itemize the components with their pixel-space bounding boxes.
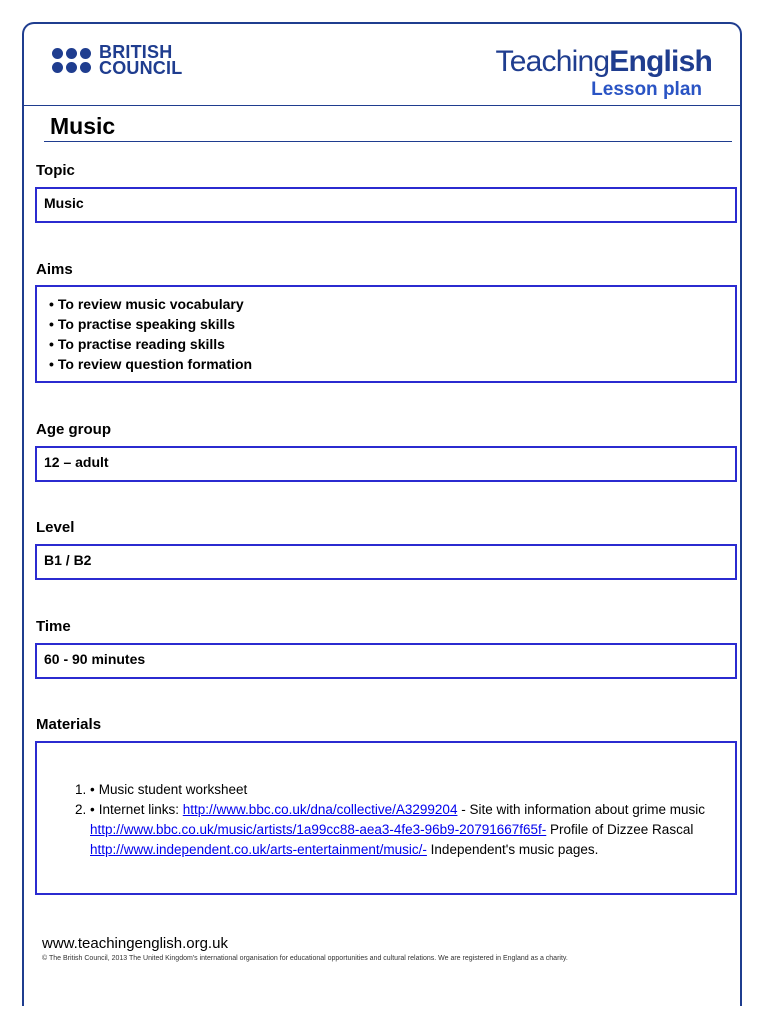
logo-text [99, 44, 182, 76]
link1-description: - Site with information about grime music [457, 802, 706, 817]
aim-item: • To review music vocabulary [49, 294, 728, 314]
brand-subtitle: Lesson plan [591, 79, 702, 100]
material-item [90, 800, 735, 860]
brand-title [496, 45, 712, 79]
topic-box [35, 187, 737, 223]
logo-line1: BRITISH [99, 42, 173, 62]
independent-music-link[interactable]: http://www.independent.co.uk/arts-entertainment/music/- [90, 842, 427, 857]
aim-item: • To review question formation [49, 354, 728, 374]
british-council-logo [52, 44, 182, 76]
aims-box [35, 285, 737, 383]
aim-item: • To practise speaking skills [49, 314, 728, 334]
level-value: B1 / B2 [44, 552, 92, 568]
brand-plain: Teaching [495, 45, 610, 78]
topic-label: Topic [36, 162, 75, 179]
time-value: 60 - 90 minutes [44, 651, 146, 667]
logo-line2: COUNCIL [99, 58, 183, 78]
header-divider [24, 105, 740, 106]
link3-description: Independent's music pages. [426, 842, 599, 857]
brand-bold: English [609, 45, 712, 78]
footer-url: www.teachingenglish.org.uk [42, 935, 228, 952]
aims-list [44, 294, 728, 374]
page-title: Music [50, 113, 116, 139]
grime-music-link[interactable]: http://www.bbc.co.uk/dna/collective/A3299204 [182, 802, 458, 817]
time-label: Time [36, 618, 71, 635]
link2-description: Profile of Dizzee Rascal [546, 822, 694, 837]
topic-value: Music [44, 195, 84, 211]
logo-dots-icon [52, 48, 91, 73]
age-group-value: 12 – adult [44, 454, 109, 470]
materials-box [35, 741, 737, 895]
level-box [35, 544, 737, 580]
material-item [90, 780, 735, 800]
footer-note: © The British Council, 2013 The United Kingdom's international organisation for educational opportunities and cultural relations. We are registered in England as a charity. [42, 955, 568, 962]
material-item2-prefix: Internet links: [98, 802, 183, 817]
teachingenglish-brand [496, 45, 712, 101]
age-group-label: Age group [36, 421, 111, 438]
age-group-box [35, 446, 737, 482]
material-item1-text: Music student worksheet [98, 782, 248, 797]
dizzee-rascal-link[interactable]: http://www.bbc.co.uk/music/artists/1a99cc88-aea3-4fe3-96b9-20791667f65f- [90, 822, 547, 837]
level-label: Level [36, 519, 75, 536]
aim-item: • To practise reading skills [49, 334, 728, 354]
time-box [35, 643, 737, 679]
title-divider [44, 141, 732, 142]
aims-label: Aims [36, 261, 73, 278]
materials-label: Materials [36, 716, 102, 733]
materials-list [37, 780, 735, 860]
